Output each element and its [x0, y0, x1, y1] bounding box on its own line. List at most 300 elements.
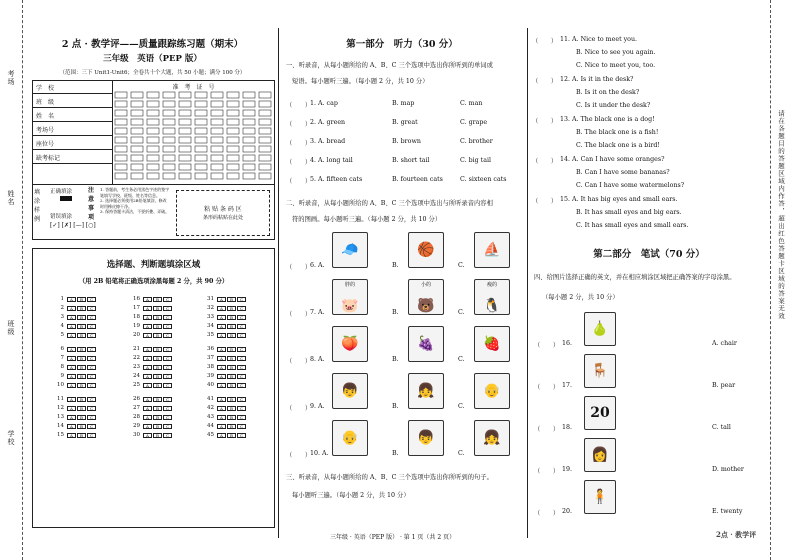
kaohao-bubble[interactable]	[179, 146, 191, 152]
answer-bubble-a[interactable]: A	[67, 306, 76, 311]
kaohao-bubble[interactable]	[179, 110, 191, 116]
kaohao-bubble[interactable]	[179, 101, 191, 107]
answer-bracket[interactable]: （ ）	[286, 405, 312, 412]
answer-bubble-a[interactable]: A	[217, 383, 226, 388]
kaohao-bubble[interactable]	[211, 173, 223, 179]
answer-bubble-c[interactable]: C	[163, 424, 172, 429]
kaohao-bubble[interactable]	[163, 173, 175, 179]
answer-bubble-a[interactable]: A	[143, 333, 152, 338]
kaohao-bubble[interactable]	[195, 155, 207, 161]
answer-bubble-c[interactable]: C	[237, 415, 246, 420]
kaohao-bubble[interactable]	[179, 92, 191, 98]
answer-bubble-b[interactable]: B	[227, 356, 236, 361]
kaohao-bubble[interactable]	[115, 128, 127, 134]
kaohao-bubble[interactable]	[227, 146, 239, 152]
answer-bracket[interactable]: （ ）	[534, 384, 560, 391]
answer-bubble-b[interactable]: B	[77, 406, 86, 411]
answer-bubble-b[interactable]: B	[153, 383, 162, 388]
kaohao-bubble[interactable]	[227, 155, 239, 161]
answer-bubble-b[interactable]: B	[227, 374, 236, 379]
answer-row[interactable]	[52, 323, 97, 329]
answer-bubble-a[interactable]: A	[67, 347, 76, 352]
kaohao-bubble[interactable]	[163, 128, 175, 134]
kaohao-bubble[interactable]	[115, 173, 127, 179]
answer-bubble-a[interactable]: A	[217, 306, 226, 311]
kaohao-bubble[interactable]	[243, 128, 255, 134]
kaohao-bubble[interactable]	[211, 110, 223, 116]
answer-bubble-c[interactable]: C	[163, 374, 172, 379]
kaohao-bubble[interactable]	[163, 155, 175, 161]
answer-bubble-b[interactable]: B	[77, 356, 86, 361]
kaohao-bubble[interactable]	[259, 110, 271, 116]
answer-bubble-c[interactable]: C	[163, 333, 172, 338]
answer-bubble-a[interactable]: A	[67, 315, 76, 320]
kaohao-bubble[interactable]	[211, 155, 223, 161]
answer-row[interactable]	[52, 396, 97, 402]
answer-bubble-a[interactable]: A	[217, 356, 226, 361]
answer-bubble-c[interactable]: C	[87, 383, 96, 388]
answer-bracket[interactable]: （ ）	[286, 264, 312, 271]
answer-bubble-c[interactable]: C	[87, 297, 96, 302]
answer-bubble-a[interactable]: A	[67, 374, 76, 379]
answer-bubble-c[interactable]: C	[237, 397, 246, 402]
kaohao-bubble[interactable]	[243, 119, 255, 125]
kaohao-bubble[interactable]	[131, 173, 143, 179]
answer-row[interactable]	[128, 396, 173, 402]
answer-bubble-a[interactable]: A	[143, 424, 152, 429]
kaohao-bubble[interactable]	[115, 155, 127, 161]
answer-bubble-b[interactable]: B	[153, 415, 162, 420]
answer-bubble-a[interactable]: A	[217, 347, 226, 352]
answer-bubble-c[interactable]: C	[237, 315, 246, 320]
answer-bubble-c[interactable]: C	[87, 365, 96, 370]
kaohao-bubble[interactable]	[147, 101, 159, 107]
answer-bubble-a[interactable]: A	[217, 365, 226, 370]
answer-row[interactable]	[128, 296, 173, 302]
answer-bubble-a[interactable]: A	[143, 415, 152, 420]
kaohao-bubble[interactable]	[147, 164, 159, 170]
answer-bracket[interactable]: （ ）	[286, 452, 312, 459]
kaohao-bubble[interactable]	[179, 137, 191, 143]
answer-bubble-b[interactable]: B	[153, 424, 162, 429]
answer-bubble-b[interactable]: B	[227, 406, 236, 411]
kaohao-bubble[interactable]	[115, 119, 127, 125]
kaohao-bubble[interactable]	[243, 173, 255, 179]
kaohao-bubble[interactable]	[195, 128, 207, 134]
kaohao-bubble[interactable]	[163, 137, 175, 143]
answer-bubble-c[interactable]: C	[163, 406, 172, 411]
name-field[interactable]: 姓 名	[32, 108, 112, 122]
answer-bubble-b[interactable]: B	[77, 383, 86, 388]
answer-bubble-c[interactable]: C	[163, 433, 172, 438]
kaohao-bubble[interactable]	[163, 146, 175, 152]
answer-bracket[interactable]: （ ）	[286, 140, 312, 147]
kaohao-bubble[interactable]	[147, 137, 159, 143]
answer-bubble-b[interactable]: B	[227, 424, 236, 429]
answer-row[interactable]	[202, 405, 247, 411]
answer-bubble-a[interactable]: A	[67, 415, 76, 420]
answer-row[interactable]	[202, 364, 247, 370]
answer-bubble-b[interactable]: B	[153, 324, 162, 329]
kaohao-bubble[interactable]	[227, 128, 239, 134]
kaohao-bubble[interactable]	[195, 119, 207, 125]
answer-bubble-c[interactable]: C	[87, 433, 96, 438]
answer-bubble-b[interactable]: B	[77, 433, 86, 438]
answer-row[interactable]	[202, 314, 247, 320]
answer-row[interactable]	[202, 423, 247, 429]
answer-row[interactable]	[52, 405, 97, 411]
answer-row[interactable]	[52, 432, 97, 438]
answer-bracket[interactable]: （ ）	[286, 159, 312, 166]
kaohao-bubble[interactable]	[131, 146, 143, 152]
kaohao-bubble[interactable]	[259, 146, 271, 152]
answer-bubble-b[interactable]: B	[77, 365, 86, 370]
answer-bracket[interactable]: （ ）	[532, 118, 558, 125]
seat-field[interactable]: 座位号	[32, 136, 112, 150]
answer-row[interactable]	[202, 346, 247, 352]
kaohao-bubble[interactable]	[131, 101, 143, 107]
answer-bubble-c[interactable]: C	[87, 397, 96, 402]
answer-bubble-a[interactable]: A	[217, 324, 226, 329]
answer-bubble-a[interactable]: A	[67, 406, 76, 411]
kaohao-bubble[interactable]	[147, 146, 159, 152]
kaohao-bubble[interactable]	[211, 146, 223, 152]
kaohao-bubble[interactable]	[211, 101, 223, 107]
kaohao-bubble[interactable]	[259, 101, 271, 107]
kaohao-bubble[interactable]	[195, 101, 207, 107]
kaohao-bubble[interactable]	[131, 137, 143, 143]
answer-bracket[interactable]: （ ）	[286, 102, 312, 109]
kaohao-bubble[interactable]	[243, 110, 255, 116]
answer-row[interactable]	[52, 423, 97, 429]
kaohao-bubble[interactable]	[163, 92, 175, 98]
kaohao-bubble[interactable]	[211, 137, 223, 143]
answer-bubble-c[interactable]: C	[237, 356, 246, 361]
answer-bubble-a[interactable]: A	[67, 324, 76, 329]
answer-row[interactable]	[202, 355, 247, 361]
kaohao-bubble[interactable]	[259, 164, 271, 170]
answer-bubble-b[interactable]: B	[227, 365, 236, 370]
kaohao-bubble[interactable]	[131, 155, 143, 161]
answer-bubble-a[interactable]: A	[217, 374, 226, 379]
answer-bubble-c[interactable]: C	[237, 406, 246, 411]
kaohao-bubble[interactable]	[227, 137, 239, 143]
kaohao-bubble[interactable]	[195, 137, 207, 143]
kaohao-bubble[interactable]	[147, 173, 159, 179]
answer-row[interactable]	[52, 305, 97, 311]
answer-bubble-b[interactable]: B	[153, 397, 162, 402]
answer-bubble-a[interactable]: A	[143, 397, 152, 402]
answer-bubble-b[interactable]: B	[77, 397, 86, 402]
answer-bubble-c[interactable]: C	[237, 297, 246, 302]
answer-row[interactable]	[52, 373, 97, 379]
kaohao-bubble[interactable]	[147, 110, 159, 116]
kaohao-bubble[interactable]	[211, 119, 223, 125]
answer-bubble-a[interactable]: A	[217, 297, 226, 302]
answer-row[interactable]	[202, 382, 247, 388]
answer-bubble-b[interactable]: B	[77, 424, 86, 429]
answer-bubble-b[interactable]: B	[153, 365, 162, 370]
kaohao-bubble[interactable]	[131, 164, 143, 170]
kaohao-bubble[interactable]	[259, 92, 271, 98]
kaohao-bubble[interactable]	[147, 119, 159, 125]
kaohao-bubble[interactable]	[259, 128, 271, 134]
answer-row[interactable]	[128, 432, 173, 438]
answer-bracket[interactable]: （ ）	[534, 342, 560, 349]
answer-bracket[interactable]: （ ）	[286, 311, 312, 318]
kaohao-bubble[interactable]	[131, 110, 143, 116]
kaohao-bubble[interactable]	[259, 173, 271, 179]
kaohao-bubble[interactable]	[115, 146, 127, 152]
kaohao-bubble[interactable]	[147, 128, 159, 134]
answer-row[interactable]	[202, 296, 247, 302]
kaohao-bubble[interactable]	[179, 164, 191, 170]
answer-bubble-c[interactable]: C	[163, 315, 172, 320]
answer-bubble-b[interactable]: B	[227, 397, 236, 402]
kaohao-bubble[interactable]	[211, 128, 223, 134]
answer-bubble-c[interactable]: C	[237, 347, 246, 352]
answer-bubble-b[interactable]: B	[227, 297, 236, 302]
answer-bubble-c[interactable]: C	[237, 433, 246, 438]
answer-row[interactable]	[128, 382, 173, 388]
absent-mark[interactable]: 缺考标记	[32, 150, 112, 164]
answer-row[interactable]	[52, 332, 97, 338]
answer-bubble-b[interactable]: B	[153, 356, 162, 361]
answer-bubble-a[interactable]: A	[217, 397, 226, 402]
kaohao-bubble[interactable]	[163, 164, 175, 170]
answer-bracket[interactable]: （ ）	[532, 38, 558, 45]
answer-bubble-c[interactable]: C	[163, 383, 172, 388]
answer-row[interactable]	[52, 382, 97, 388]
answer-row[interactable]	[128, 346, 173, 352]
kaohao-bubble[interactable]	[163, 119, 175, 125]
answer-bubble-b[interactable]: B	[77, 415, 86, 420]
kaohao-bubble[interactable]	[147, 155, 159, 161]
answer-row[interactable]	[128, 423, 173, 429]
school-field[interactable]: 学 校	[32, 80, 112, 94]
answer-bubble-a[interactable]: A	[143, 315, 152, 320]
answer-bubble-a[interactable]: A	[143, 306, 152, 311]
answer-bubble-c[interactable]: C	[87, 356, 96, 361]
answer-row[interactable]	[128, 405, 173, 411]
class-field[interactable]: 班 级	[32, 94, 112, 108]
answer-bubble-b[interactable]: B	[77, 306, 86, 311]
answer-bubble-a[interactable]: A	[217, 424, 226, 429]
kaohao-bubble[interactable]	[195, 92, 207, 98]
kaohao-bubble[interactable]	[243, 155, 255, 161]
answer-bracket[interactable]: （ ）	[532, 78, 558, 85]
answer-bubble-b[interactable]: B	[153, 333, 162, 338]
answer-bubble-b[interactable]: B	[77, 324, 86, 329]
answer-bubble-c[interactable]: C	[87, 374, 96, 379]
kaohao-bubble[interactable]	[243, 101, 255, 107]
answer-bubble-b[interactable]: B	[227, 433, 236, 438]
answer-bubble-c[interactable]: C	[163, 415, 172, 420]
answer-bubble-c[interactable]: C	[87, 315, 96, 320]
kaohao-bubble[interactable]	[115, 101, 127, 107]
answer-bubble-b[interactable]: B	[227, 383, 236, 388]
answer-bubble-b[interactable]: B	[153, 374, 162, 379]
kaohao-bubble[interactable]	[163, 101, 175, 107]
answer-bracket[interactable]: （ ）	[534, 468, 560, 475]
answer-bracket[interactable]: （ ）	[286, 121, 312, 128]
kaohao-grid[interactable]	[114, 91, 274, 183]
answer-row[interactable]	[52, 355, 97, 361]
answer-bubble-c[interactable]: C	[87, 406, 96, 411]
kaohao-bubble[interactable]	[259, 137, 271, 143]
answer-bubble-a[interactable]: A	[67, 433, 76, 438]
answer-bubble-b[interactable]: B	[77, 374, 86, 379]
answer-bubble-c[interactable]: C	[163, 347, 172, 352]
answer-bubble-b[interactable]: B	[153, 433, 162, 438]
answer-bubble-b[interactable]: B	[227, 306, 236, 311]
answer-bubble-a[interactable]: A	[143, 324, 152, 329]
answer-row[interactable]	[52, 296, 97, 302]
answer-bubble-c[interactable]: C	[163, 306, 172, 311]
kaohao-bubble[interactable]	[243, 146, 255, 152]
answer-row[interactable]	[128, 373, 173, 379]
answer-bubble-b[interactable]: B	[153, 315, 162, 320]
answer-row[interactable]	[128, 323, 173, 329]
answer-bubble-c[interactable]: C	[237, 365, 246, 370]
answer-bubble-a[interactable]: A	[143, 374, 152, 379]
kaohao-bubble[interactable]	[131, 92, 143, 98]
answer-bubble-a[interactable]: A	[143, 297, 152, 302]
kaohao-bubble[interactable]	[179, 173, 191, 179]
room-field[interactable]: 考场号	[32, 122, 112, 136]
kaohao-bubble[interactable]	[211, 164, 223, 170]
kaohao-bubble[interactable]	[163, 110, 175, 116]
answer-bubble-a[interactable]: A	[67, 356, 76, 361]
answer-bubble-a[interactable]: A	[143, 406, 152, 411]
kaohao-bubble[interactable]	[131, 119, 143, 125]
answer-bubble-c[interactable]: C	[237, 333, 246, 338]
answer-bubble-c[interactable]: C	[163, 324, 172, 329]
kaohao-bubble[interactable]	[147, 92, 159, 98]
answer-row[interactable]	[52, 314, 97, 320]
answer-bracket[interactable]: （ ）	[286, 178, 312, 185]
answer-bubble-b[interactable]: B	[227, 415, 236, 420]
kaohao-bubble[interactable]	[227, 101, 239, 107]
answer-bubble-b[interactable]: B	[153, 306, 162, 311]
answer-row[interactable]	[128, 355, 173, 361]
answer-bubble-a[interactable]: A	[143, 433, 152, 438]
answer-row[interactable]	[202, 305, 247, 311]
kaohao-bubble[interactable]	[195, 146, 207, 152]
kaohao-bubble[interactable]	[195, 173, 207, 179]
answer-bubble-c[interactable]: C	[163, 365, 172, 370]
answer-row[interactable]	[202, 414, 247, 420]
answer-bubble-a[interactable]: A	[67, 365, 76, 370]
answer-bubble-a[interactable]: A	[67, 383, 76, 388]
answer-bubble-b[interactable]: B	[227, 315, 236, 320]
answer-row[interactable]	[128, 364, 173, 370]
answer-bubble-a[interactable]: A	[143, 356, 152, 361]
kaohao-bubble[interactable]	[179, 155, 191, 161]
answer-row[interactable]	[128, 314, 173, 320]
kaohao-bubble[interactable]	[115, 110, 127, 116]
answer-bubble-a[interactable]: A	[143, 383, 152, 388]
answer-bracket[interactable]: （ ）	[532, 158, 558, 165]
answer-bubble-b[interactable]: B	[153, 347, 162, 352]
kaohao-bubble[interactable]	[227, 164, 239, 170]
answer-bubble-c[interactable]: C	[87, 333, 96, 338]
answer-bubble-a[interactable]: A	[217, 315, 226, 320]
answer-bubble-c[interactable]: C	[87, 324, 96, 329]
answer-row[interactable]	[52, 346, 97, 352]
answer-row[interactable]	[202, 332, 247, 338]
kaohao-bubble[interactable]	[179, 128, 191, 134]
answer-bubble-a[interactable]: A	[217, 333, 226, 338]
kaohao-bubble[interactable]	[227, 119, 239, 125]
kaohao-bubble[interactable]	[195, 110, 207, 116]
kaohao-bubble[interactable]	[227, 173, 239, 179]
answer-bubble-c[interactable]: C	[237, 324, 246, 329]
answer-bubble-a[interactable]: A	[143, 347, 152, 352]
answer-bubble-a[interactable]: A	[67, 333, 76, 338]
answer-row[interactable]	[128, 332, 173, 338]
answer-bubble-a[interactable]: A	[217, 406, 226, 411]
answer-bubble-b[interactable]: B	[153, 297, 162, 302]
answer-bubble-a[interactable]: A	[217, 415, 226, 420]
answer-bubble-c[interactable]: C	[237, 306, 246, 311]
answer-row[interactable]	[202, 432, 247, 438]
answer-bubble-c[interactable]: C	[237, 424, 246, 429]
answer-bubble-c[interactable]: C	[163, 397, 172, 402]
kaohao-bubble[interactable]	[243, 137, 255, 143]
answer-bubble-b[interactable]: B	[77, 333, 86, 338]
kaohao-bubble[interactable]	[211, 92, 223, 98]
kaohao-bubble[interactable]	[227, 92, 239, 98]
answer-row[interactable]	[202, 323, 247, 329]
kaohao-bubble[interactable]	[259, 119, 271, 125]
answer-bubble-b[interactable]: B	[227, 333, 236, 338]
answer-bubble-c[interactable]: C	[87, 415, 96, 420]
answer-bubble-a[interactable]: A	[67, 297, 76, 302]
kaohao-bubble[interactable]	[179, 119, 191, 125]
answer-bubble-a[interactable]: A	[67, 424, 76, 429]
answer-bracket[interactable]: （ ）	[534, 426, 560, 433]
kaohao-bubble[interactable]	[131, 128, 143, 134]
answer-bubble-c[interactable]: C	[87, 424, 96, 429]
kaohao-bubble[interactable]	[243, 92, 255, 98]
answer-bubble-c[interactable]: C	[237, 374, 246, 379]
kaohao-bubble[interactable]	[115, 137, 127, 143]
answer-bubble-c[interactable]: C	[163, 356, 172, 361]
answer-bubble-b[interactable]: B	[77, 297, 86, 302]
answer-bracket[interactable]: （ ）	[532, 198, 558, 205]
answer-bubble-b[interactable]: B	[153, 406, 162, 411]
answer-bubble-b[interactable]: B	[77, 315, 86, 320]
kaohao-bubble[interactable]	[115, 92, 127, 98]
answer-bubble-a[interactable]: A	[67, 397, 76, 402]
kaohao-bubble[interactable]	[195, 164, 207, 170]
answer-row[interactable]	[52, 364, 97, 370]
answer-bracket[interactable]: （ ）	[534, 510, 560, 517]
kaohao-bubble[interactable]	[259, 155, 271, 161]
answer-row[interactable]	[128, 414, 173, 420]
answer-row[interactable]	[128, 305, 173, 311]
answer-bubble-a[interactable]: A	[143, 365, 152, 370]
kaohao-bubble[interactable]	[227, 110, 239, 116]
answer-row[interactable]	[202, 396, 247, 402]
answer-bracket[interactable]: （ ）	[286, 358, 312, 365]
answer-bubble-b[interactable]: B	[77, 347, 86, 352]
answer-bubble-b[interactable]: B	[227, 324, 236, 329]
answer-bubble-c[interactable]: C	[237, 383, 246, 388]
kaohao-bubble[interactable]	[115, 164, 127, 170]
answer-bubble-c[interactable]: C	[87, 347, 96, 352]
